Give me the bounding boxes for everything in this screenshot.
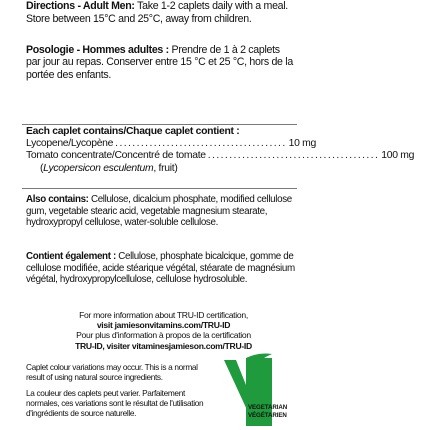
posologie-heading: Posologie - Hommes adultes : [26, 44, 169, 56]
info-fr-line2: TRU-ID, visiter vitaminesjamieson.com/TRU-ID [75, 340, 252, 351]
latin-name-line [26, 163, 301, 175]
ingredient-label: Tomato concentrate/Concentré de tomate [26, 150, 206, 162]
info-en-line1: For more information about TRU-ID certification, [79, 310, 248, 320]
contents-heading [26, 126, 301, 138]
vegetarian-en: VEGETARIAN [248, 404, 288, 411]
posologie-section [26, 44, 296, 81]
couleur-note: La couleur des caplets peut varier. Parfaitement normales, ces variations sont le résultat de l'utilisation d'ingrédients de source naturelle. [26, 388, 204, 418]
truid-info [26, 310, 301, 351]
directions-text: Take 1-2 caplets daily with a meal. Store between 15°C and 25°C, away from children. [26, 0, 288, 25]
directions-heading: Directions - Adult Men: [26, 0, 135, 12]
ingredient-row [26, 150, 415, 162]
contient-text: Cellulose, phosphate bicalcique, gomme de cellulose modifiée, acide stéarique végétal, stéarate de magnésium végétal, hydroxypropylcellulose, cellulose hydrosoluble. [26, 251, 295, 286]
ingredient-label: Lycopene/Lycopène [26, 138, 114, 150]
contents-bottom-rule [22, 188, 297, 189]
also-heading: Also contains: [26, 194, 89, 205]
contents-top-rule [22, 124, 297, 125]
contents-heading-en: Each caplet contains/ [26, 126, 126, 137]
leader-dots: ........................................ [207, 150, 380, 162]
also-contains-section [26, 194, 301, 229]
contents-table [26, 126, 415, 175]
info-fr-line1: Pour plus d'information à propos de la certification [76, 330, 251, 341]
leader-dots: ........................................ [115, 138, 287, 150]
latin-close: , fruit) [153, 162, 178, 174]
latin-open: ( [40, 162, 44, 174]
also-text: Cellulose, dicalcium phosphate, modified cellulose gum, vegetable stearic acid, vegetable magnesium stearate, hydroxypropyl cellulose, water-soluble cellulose. [26, 194, 292, 229]
ingredient-amount: 10 mg [288, 138, 317, 150]
contents-heading-fr: Chaque caplet contient : [125, 126, 240, 137]
contient-heading: Contient également : [26, 251, 116, 262]
posologie-text: Prendre de 1 à 2 caplets par jour au repas. Conserver entre 15 °C et 25 °C, hors de la portée des enfants. [26, 44, 293, 81]
ingredient-row [26, 138, 317, 150]
directions-section [26, 0, 296, 25]
ingredient-amount: 100 mg [381, 150, 415, 162]
vegetarian-fr: VÉGÉTARIEN [248, 412, 287, 419]
contient-section [26, 251, 301, 286]
latin-name: Lycopersicon esculentum [43, 162, 154, 174]
caplet-colour-note: Caplet colour variations may occur. This is a normal result of using natural source ingredients. [26, 362, 198, 382]
info-en-line2: visit jamiesonvitamins.com/TRU-ID [96, 320, 231, 331]
